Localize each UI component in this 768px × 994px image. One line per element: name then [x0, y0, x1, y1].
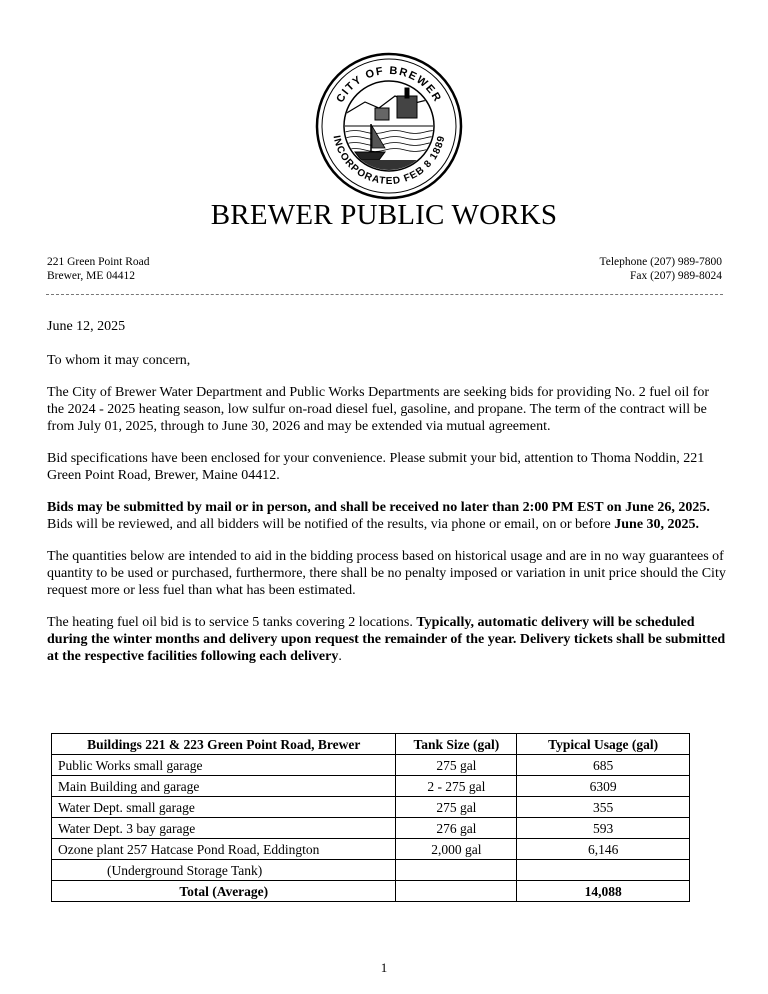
- seal-top-text: CITY OF BREWER: [334, 64, 444, 105]
- column-header-usage: Typical Usage (gal): [517, 734, 690, 755]
- table-row: [52, 776, 690, 797]
- tank-size-cell: [396, 860, 517, 881]
- address-street: 221 Green Point Road: [47, 256, 150, 268]
- address-city: Brewer, ME 04412: [47, 270, 136, 282]
- tank-size-cell: 2,000 gal: [396, 839, 517, 860]
- delivery-text: The heating fuel oil bid is to service 5 tanks covering 2 locations.: [47, 615, 417, 630]
- building-cell: Main Building and garage: [52, 776, 396, 797]
- contact-block: [600, 255, 722, 283]
- usage-cell: [517, 860, 690, 881]
- tank-size-cell: 2 - 275 gal: [396, 776, 517, 797]
- paragraph-deadline: [47, 499, 727, 533]
- usage-cell: 6309: [517, 776, 690, 797]
- paragraph-submission: Bid specifications have been enclosed for your convenience. Please submit your bid, attention to Thoma Noddin, 221 Green Point Road, Brewer, Maine 04412.: [47, 451, 705, 483]
- paragraph-quantities: The quantities below are intended to aid in the bidding process based on historical usage and are in no way guarantees of quantity to be used or purchased, furthermore, there shall be no penalty imposed or variation in unit price should the City request more or less fuel than what has been estimated.: [47, 549, 726, 598]
- address-block: [47, 255, 150, 283]
- usage-cell: 593: [517, 818, 690, 839]
- table-row: [52, 839, 690, 860]
- fax-number: Fax (207) 989-8024: [630, 270, 722, 282]
- building-cell: Ozone plant 257 Hatcase Pond Road, Eddington: [52, 839, 396, 860]
- usage-cell: 685: [517, 755, 690, 776]
- fuel-usage-table: [51, 733, 690, 902]
- paragraph-delivery: [47, 614, 727, 665]
- page-number: 1: [380, 960, 388, 975]
- letter-body: [47, 318, 727, 680]
- building-cell: Water Dept. 3 bay garage: [52, 818, 396, 839]
- total-value: 14,088: [517, 881, 690, 902]
- letter-salutation: To whom it may concern,: [47, 353, 191, 368]
- column-header-building: Buildings 221 & 223 Green Point Road, Brewer: [52, 734, 396, 755]
- city-seal-logo: [315, 52, 463, 200]
- notify-date-bold: June 30, 2025.: [614, 517, 700, 532]
- letter-date: June 12, 2025: [47, 319, 126, 334]
- table-row: [52, 755, 690, 776]
- building-cell: Public Works small garage: [52, 755, 396, 776]
- telephone-number: Telephone (207) 989-7800: [599, 256, 722, 268]
- table-row: [52, 797, 690, 818]
- deadline-bold: Bids may be submitted by mail or in person, and shall be received no later than 2:00 PM EST on June 26, 2025.: [47, 500, 710, 515]
- tank-size-cell: 276 gal: [396, 818, 517, 839]
- tank-size-cell: 275 gal: [396, 797, 517, 818]
- building-cell: (Underground Storage Tank): [52, 860, 396, 881]
- total-empty-cell: [396, 881, 517, 902]
- paragraph-scope: The City of Brewer Water Department and Public Works Departments are seeking bids for providing No. 2 fuel oil for the 2024 - 2025 heating season, low sulfur on-road diesel fuel, gasoline, and propane. The term of the contract will be from July 01, 2025, through to June 30, 2026 and may be extended via mutual agreement.: [47, 385, 710, 434]
- table-row: [52, 860, 690, 881]
- tank-size-cell: 275 gal: [396, 755, 517, 776]
- delivery-end: .: [338, 649, 342, 664]
- header-divider: [46, 294, 723, 295]
- deadline-text: Bids will be reviewed, and all bidders will be notified of the results, via phone or email, on or before: [47, 517, 615, 532]
- table-row: [52, 818, 690, 839]
- seal-bottom-text: INCORPORATED FEB 8 1889: [330, 134, 448, 188]
- building-cell: Water Dept. small garage: [52, 797, 396, 818]
- table-header-row: [52, 734, 690, 755]
- table-total-row: [52, 881, 690, 902]
- column-header-tank-size: Tank Size (gal): [396, 734, 517, 755]
- usage-cell: 355: [517, 797, 690, 818]
- usage-cell: 6,146: [517, 839, 690, 860]
- total-label: Total (Average): [52, 881, 396, 902]
- page-title: BREWER PUBLIC WORKS: [210, 199, 558, 231]
- delivery-bold: Typically, automatic delivery will be scheduled during the winter months and delivery upon request the remainder of the year. Delivery tickets shall be submitted at the respective facilities following each delivery: [47, 615, 726, 664]
